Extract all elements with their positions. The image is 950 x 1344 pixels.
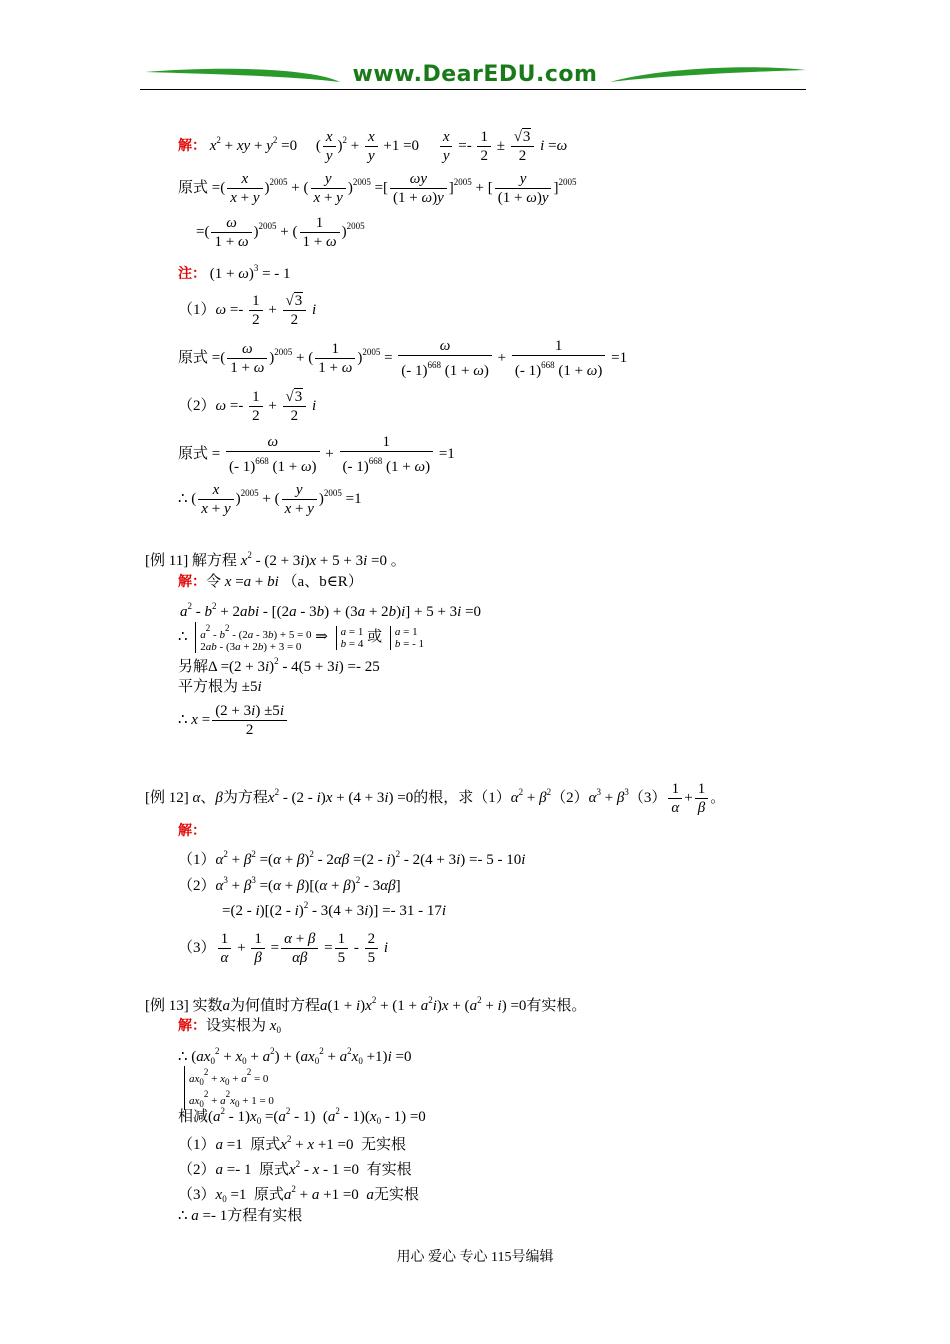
case-1-result: 原式 =( $\frac{\omega}{1 + \omega}$ )$^{2005}$ + ( $\frac{1}{1 + \omega}$ )$^{2005}$ = $\frac{\omega}{(- 1)^{668} (1 + \omega)}$ + $\frac{1}{(- 1)^{668} (1 + \omega)}$ =1 bbox=[178, 338, 628, 379]
header-rule bbox=[140, 89, 806, 90]
example-11-expand: $a^2 - b^2 + 2abi - [(2a - 3b) + (3a + 2b)i] + 5 + 3i =0$ bbox=[180, 601, 482, 620]
example-12-part-1: $(1)\alpha^2 + \beta^2 =(\alpha + \beta)^2 - 2\alpha\beta =(2 - i)^2 - 2(4 + 3i) =- 5 - 10i$ bbox=[178, 849, 526, 868]
solution-line-1: 解： $x^2$ + xy + $y^2 =0$ ( $\frac{x}{y}$ )$^2$ + $\frac{x}{y}$ +1 =0 $\frac{x}{y}$ =- $\frac{1}{2}$ ± $\frac{√3}{2}$ i =ω bbox=[178, 129, 568, 164]
example-11-system: ∴ $a^2 - b^2 - (2a - 3b) + 5 = 0$ 2ab - (3a + 2b) + 3 = 0 ⇒ a = 1 b = 4 或 a = 1 b = - 1 bbox=[178, 623, 424, 653]
case-1-omega: （1）ω =- $\frac{1}{2}$ + $\frac{√3}{2}$ i bbox=[178, 293, 317, 328]
example-11-sqroot: 平方根为 ±5i bbox=[178, 679, 262, 695]
example-11-discriminant: 另解$\Delta =(2 + 3i)^2 - 4(5 + 3i) =- 25$ bbox=[178, 656, 380, 675]
example-12-part-3: （3） $\frac{1}{\alpha}$ + $\frac{1}{\beta}$ = $\frac{\alpha + \beta}{\alpha\beta}$ = $\frac{1}{5}$ - $\frac{2}{5}$ i bbox=[178, 931, 389, 966]
example-12-title: [例 12] α、β为方程$x^2 - (2 - i)x + (4 + 3i) =0$的根，求$(1)\alpha^2 + \beta^2(2)\alpha^3 + \beta^3(3)$ $\frac{1}{\alpha}$ + $\frac{1}{\beta}$ 。 bbox=[145, 781, 726, 816]
example-13-subtract: 相减$(a^2 - 1)x_0 =(a^2 - 1)$ $(a^2 - 1)(x_0 - 1) =0$ bbox=[178, 1106, 426, 1126]
example-13-substituted: ∴ $(ax_0^2 + x_0 + a^2) + (ax_0^2 + a^2x_0 +1)i =0$ bbox=[178, 1046, 412, 1066]
original-line-1: 原式 =( $\frac{x}{x + y}$ )$^{2005}$ + ( $\frac{y}{x + y}$ )$^{2005}$ =[ $\frac{\omega y}{(1 + \omega)y}$ ]$^{2005}$ + [ $\frac{y}{(1 + \omega)y}$ ]$^{2005}$ bbox=[178, 171, 577, 206]
conclusion-line-1: ∴ ( $\frac{x}{x + y}$ )$^{2005}$ + ( $\frac{y}{x + y}$ )$^{2005}$ =1 bbox=[178, 482, 362, 517]
example-13-case-2: （2）a =- 1 原式$x^2 - x - 1 =0$ 有实根 bbox=[178, 1159, 412, 1178]
page-footer: 用心 爱心 专心 115号编辑 bbox=[396, 1250, 554, 1265]
site-logo: www.DearEDU.com bbox=[352, 62, 598, 87]
example-13-case-3: $(3)x_0 =1$ 原式$a^2 + a +1 =0$ a无实根 bbox=[178, 1184, 419, 1204]
example-13-conclusion: ∴ a =- 1方程有实根 bbox=[178, 1208, 303, 1224]
example-12-solution-label: 解： bbox=[178, 823, 206, 839]
example-12-part-2: $(2)\alpha^3 + \beta^3 =(\alpha + \beta)[(\alpha + \beta)^2 - 3\alpha\beta]$ bbox=[178, 875, 401, 894]
note-line: 注： $(1 + \omega)^3$ = - 1 bbox=[178, 263, 291, 282]
original-line-2: =( $\frac{\omega}{1 + \omega}$ )$^{2005}$ + ( $\frac{1}{1 + \omega}$ )$^{2005}$ bbox=[196, 215, 365, 250]
example-11-title: [例 11] 解方程 $x^2 - (2 + 3i)x + 5 + 3i =0$ 。 bbox=[145, 550, 406, 569]
example-11-answer: ∴ x = $\frac{(2 + 3i) \pm 5i}{2}$ bbox=[178, 702, 289, 739]
case-2-omega: （2）ω =- $\frac{1}{2}$ + $\frac{√3}{2}$ i bbox=[178, 389, 317, 424]
example-13-case-1: （1）a =1 原式$x^2 + x +1 =0$ 无实根 bbox=[178, 1134, 406, 1153]
example-13-setroot: 解：设实根为 $x_0$ bbox=[178, 1018, 281, 1035]
example-12-part-2b: =(2 - i)[(2 - i)$^2$ - 3(4 + 3i)] =- 31 - 17i bbox=[222, 900, 447, 919]
example-11-let: 解：令 x =a + bi （a、b∈R） bbox=[178, 574, 363, 590]
example-13-title: [例 13] 实数a为何值时方程$a(1 + i)x^2 + (1 + a^2i)x + (a^2 + i) =0$有实根。 bbox=[145, 995, 587, 1014]
case-2-result: 原式 = $\frac{\omega}{(- 1)^{668} (1 + \omega)}$ + $\frac{1}{(- 1)^{668} (1 + \omega)}$ =1 bbox=[178, 434, 455, 475]
example-13-system: $ax_0^2 + x_0 + a^2 = 0$ $ax_0^2 + a^2x_0 + 1 = 0$ bbox=[180, 1066, 274, 1110]
